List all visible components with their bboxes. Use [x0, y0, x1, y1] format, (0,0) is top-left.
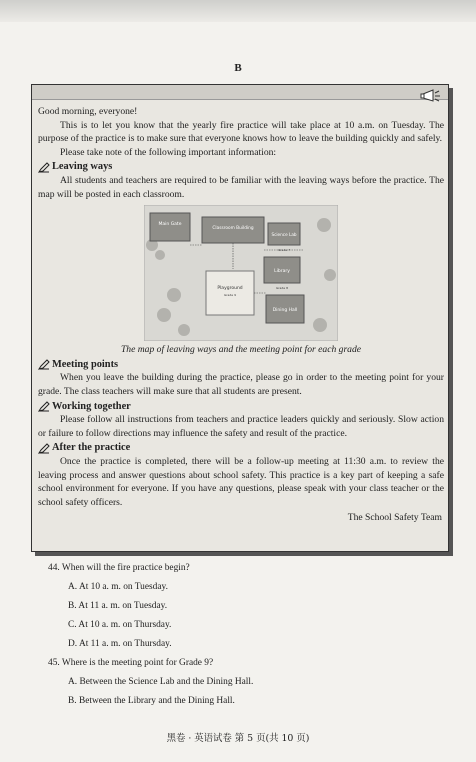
map-label-science-lab: Science Lab	[271, 232, 297, 238]
after-practice-body: Once the practice is completed, there will be a follow-up meeting at 11:30 a.m. to review the leaving process and answer questions about school safety. This practice is a key part of keeping a safe school environment for everyone. If you have any questions, please speak with your class teacher or the school safety officers.	[38, 455, 444, 508]
heading-working-together: Working together	[38, 400, 444, 414]
meeting-points-body: When you leave the building during the practice, please go in order to the meeting point for your grade. The class teachers will make sure that all students are present.	[38, 372, 444, 397]
question-list	[48, 562, 253, 714]
intro-note: Please take note of the following important information:	[60, 146, 277, 158]
question-44: 44. When will the fire practice begin?	[48, 563, 190, 573]
option-45-a[interactable]: A. Between the Science Lab and the Dining Hall.	[68, 677, 254, 687]
map-label-dining-hall: Dining Hall	[272, 308, 298, 314]
question-45: 45. Where is the meeting point for Grade 9?	[48, 658, 214, 668]
option-44-c[interactable]: C. At 10 a. m. on Thursday.	[68, 620, 172, 630]
signature: The School Safety Team	[347, 512, 442, 524]
notice-banner	[32, 85, 448, 100]
main-gate-building	[150, 213, 190, 241]
scan-edge	[0, 0, 476, 22]
section-letter: B	[234, 62, 242, 74]
intro-paragraph: This is to let you know that the yearly fire practice will take place at 10 a.m. on Tuesday. The purpose of the practice is to make sure that everyone knows how to leave the building quickly and safely.	[38, 119, 444, 145]
heading-after-practice: After the practice	[38, 441, 444, 455]
option-44-d[interactable]: D. At 11 a. m. on Thursday.	[68, 639, 172, 649]
map-label-classroom-building: Classroom Building	[212, 226, 254, 232]
notice-board	[31, 84, 449, 552]
pencil-icon	[38, 443, 50, 454]
greeting: Good morning, everyone!	[38, 106, 138, 117]
map-caption: The map of leaving ways and the meeting point for each grade	[120, 344, 362, 356]
school-map	[144, 205, 338, 341]
pencil-icon	[38, 359, 50, 370]
option-44-a[interactable]: A. At 10 a. m. on Tuesday.	[68, 582, 168, 592]
map-label-playground: Playground	[217, 286, 243, 292]
option-45-b[interactable]: B. Between the Library and the Dining Hall.	[68, 696, 235, 706]
map-label-grade7: Grade 7	[277, 248, 291, 253]
option-44-b[interactable]: B. At 11 a. m. on Tuesday.	[68, 601, 168, 611]
heading-meeting-points: Meeting points	[38, 358, 444, 372]
working-together-body: Please follow all instructions from teachers and practice leaders quickly and seriously. Slow action or failure to follow directions may influence the safety and result of the practice.	[38, 414, 444, 439]
pencil-icon	[38, 401, 50, 412]
leaving-ways-body: All students and teachers are required to be familiar with the leaving ways before the practice. The map will be posted in each classroom.	[38, 174, 444, 200]
map-label-main-gate: Main Gate	[158, 222, 182, 228]
map-label-library: Library	[274, 269, 290, 275]
page-footer: 黑卷 · 英语试卷 第 5 页(共 10 页)	[166, 733, 310, 744]
heading-leaving-ways: Leaving ways	[38, 160, 444, 174]
pencil-icon	[38, 162, 50, 173]
map-label-grade9: Grade 9	[223, 293, 237, 298]
megaphone-icon	[420, 88, 442, 104]
notice-content	[38, 105, 444, 525]
map-label-grade8: Grade 8	[275, 286, 289, 291]
